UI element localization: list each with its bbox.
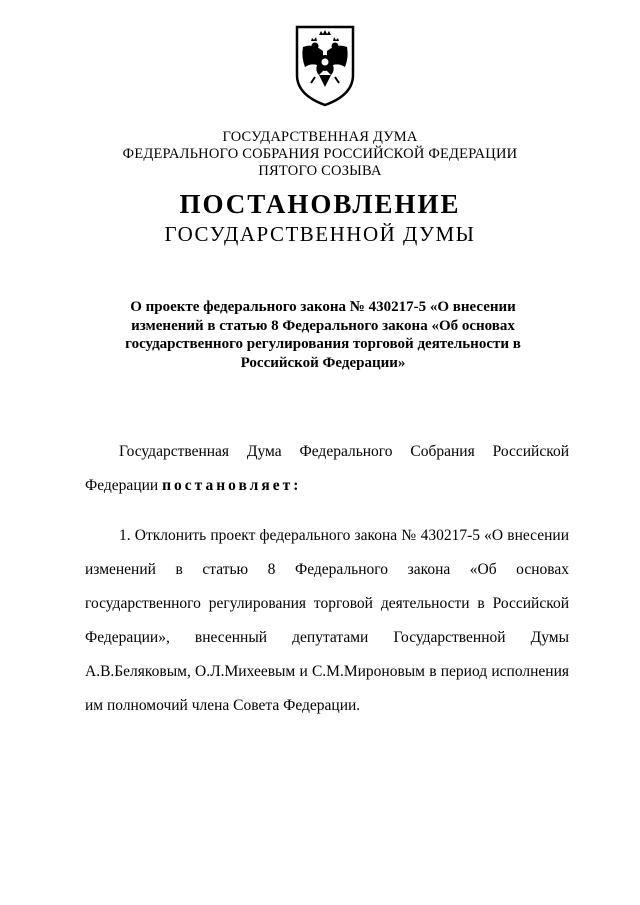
- issuer-line-1: ГОСУДАРСТВЕННАЯ ДУМА: [222, 129, 418, 145]
- document-title: ПОСТАНОВЛЕНИЕ: [179, 189, 461, 219]
- clause-1-paragraph: 1. Отклонить проект федерального закона № 430217-5 «О внесении изменений в статью 8 Федерального закона «Об основах государственного регулирования торговой деятельности в Российской Федерации», внесенный депутатами Государственной Думы А.В.Беляковым, О.Л.Михеевым и С.М.Мироновым в период исполнения им полномочий члена Совета Федерации.: [85, 527, 569, 714]
- preamble-action: постановляет:: [162, 477, 302, 494]
- resolution-subject: О проекте федерального закона № 430217-5 «О внесении изменений в статью 8 Федерального закона «Об основах государственного регулирования торговой деятельности в Российской Федерации»: [125, 299, 521, 371]
- coat-of-arms-emblem-icon: [293, 25, 357, 107]
- document-subtitle: ГОСУДАРСТВЕННОЙ ДУМЫ: [164, 222, 476, 246]
- preamble-paragraph: [85, 435, 569, 503]
- convocation-line: ПЯТОГО СОЗЫВА: [258, 163, 382, 179]
- issuer-line-2: ФЕДЕРАЛЬНОГО СОБРАНИЯ РОССИЙСКОЙ ФЕДЕРАЦИИ: [122, 146, 518, 162]
- preamble-text: Государственная Дума Федерального Собрания Российской Федерации: [85, 443, 569, 494]
